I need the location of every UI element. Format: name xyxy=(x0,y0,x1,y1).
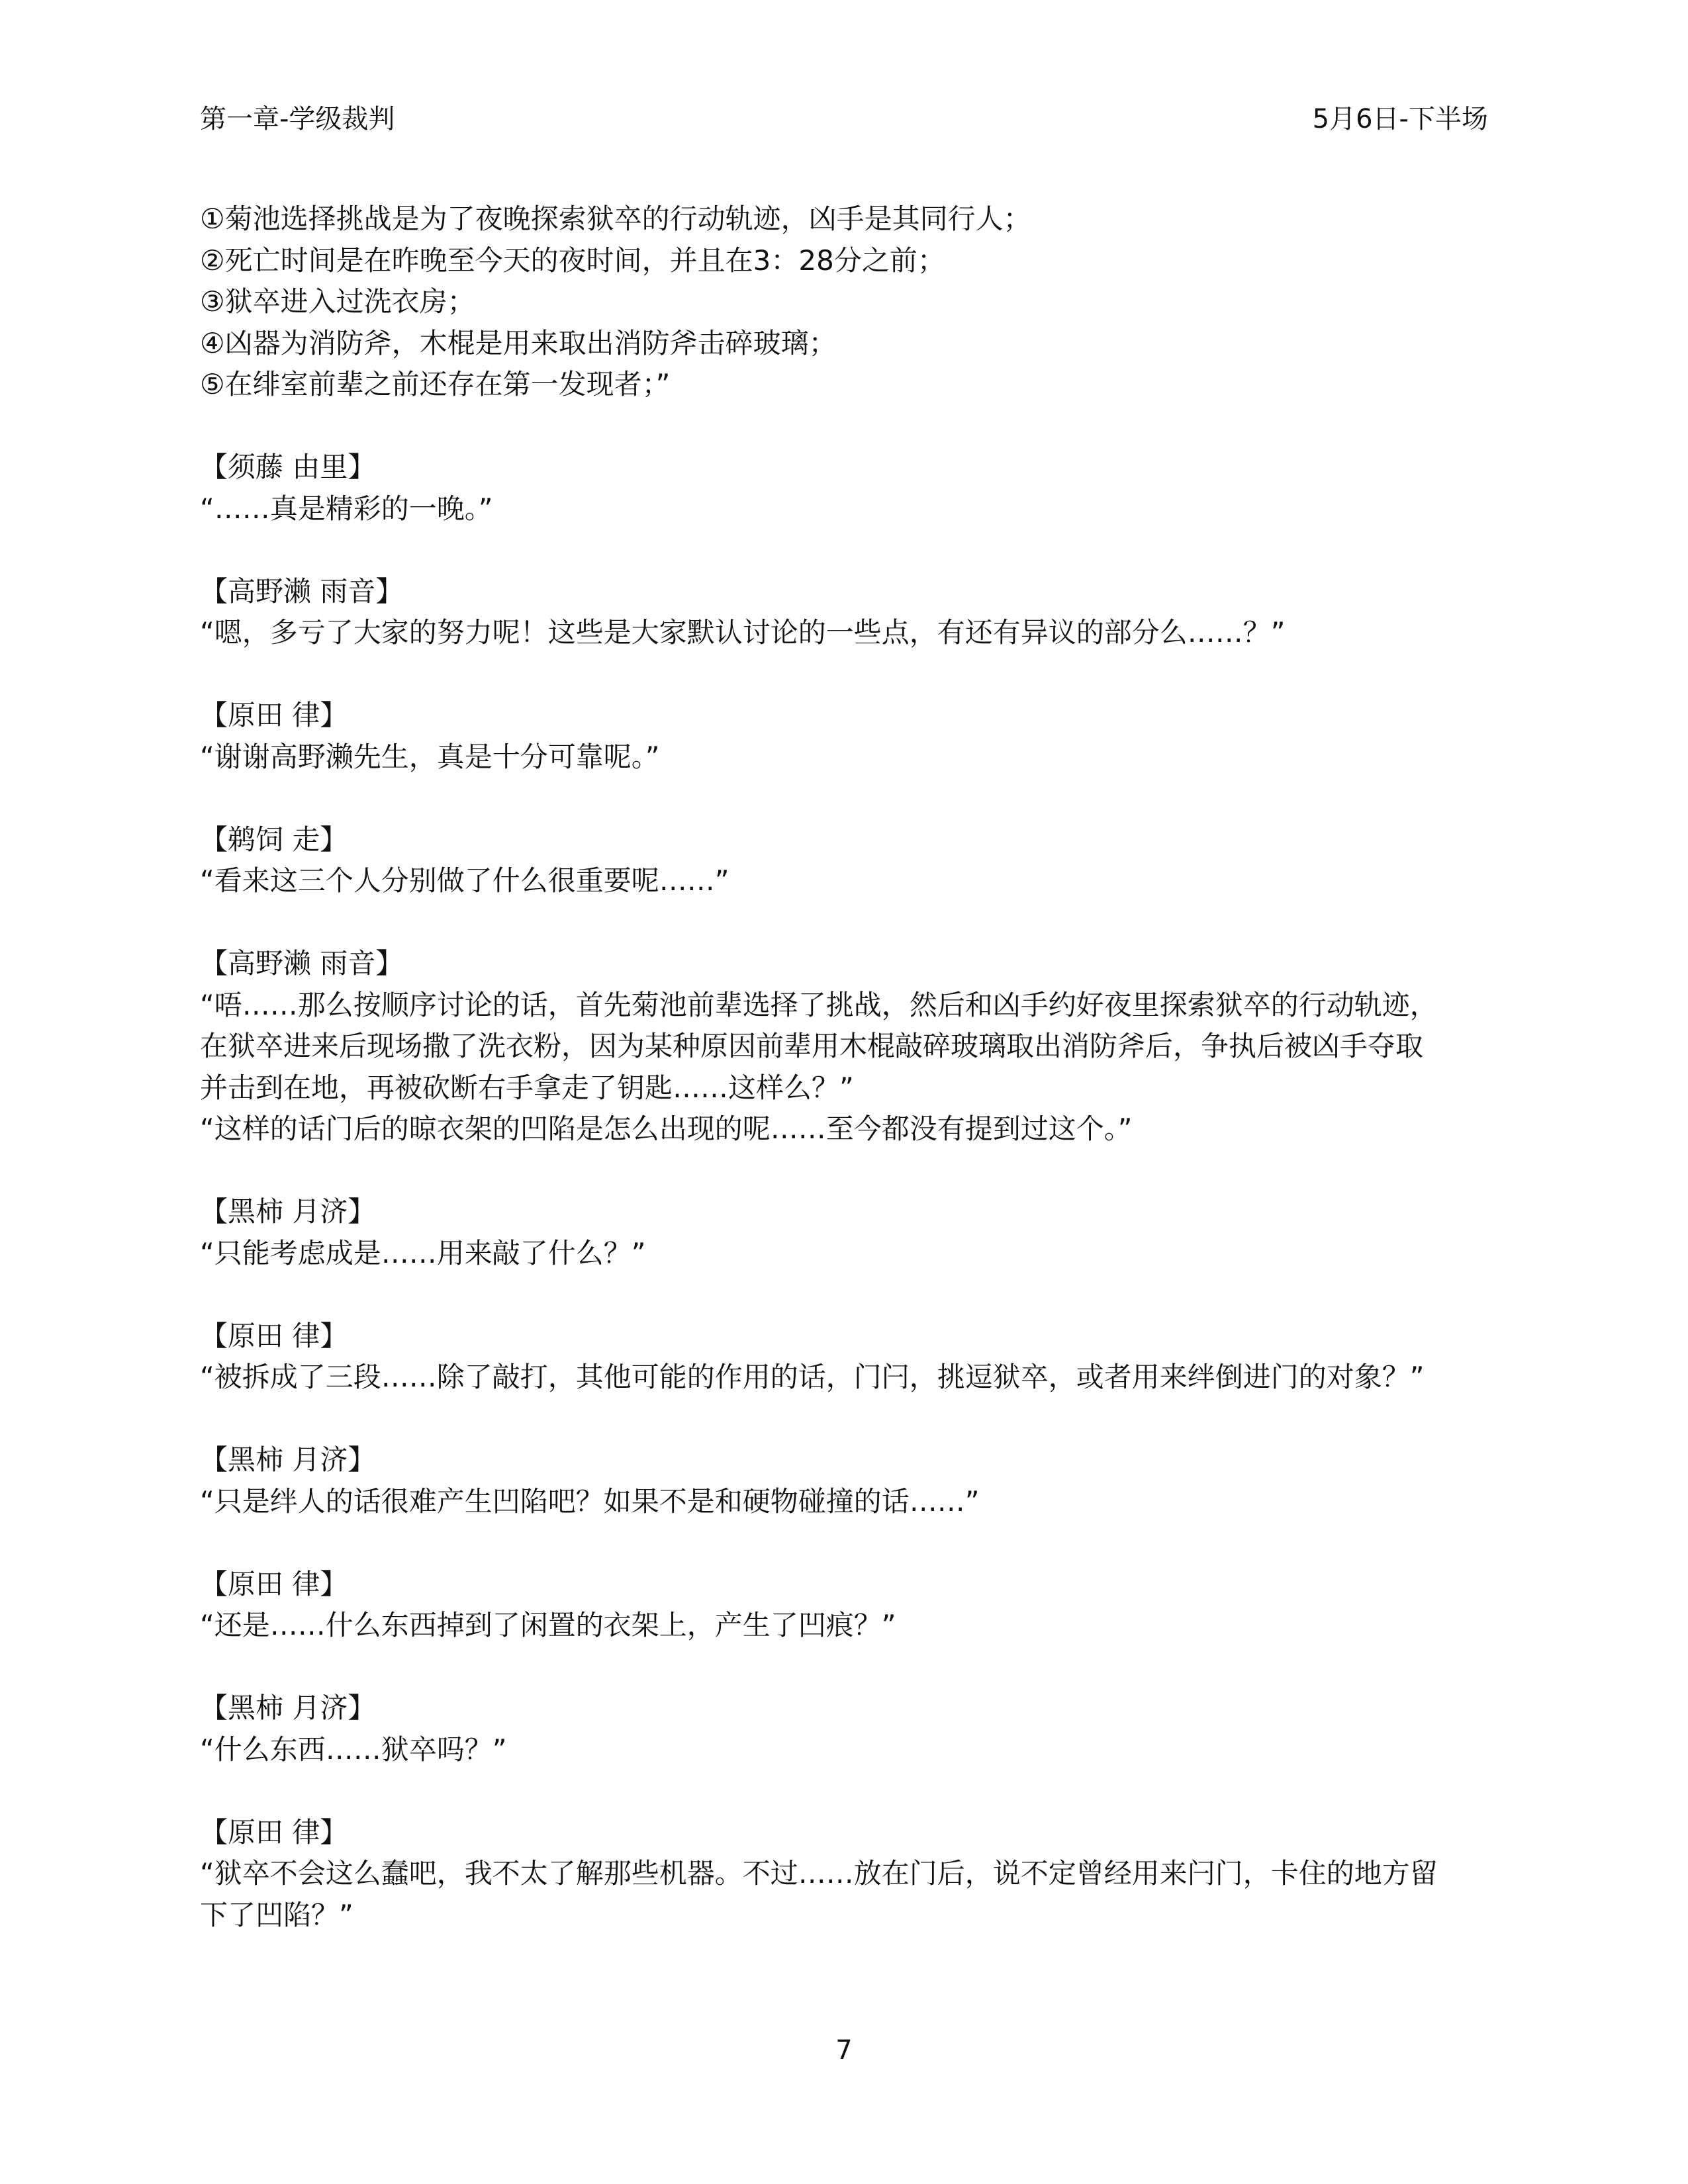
speaker-name: 【黑柿 月济】 xyxy=(200,1195,376,1228)
speaker-name: 【原田 律】 xyxy=(200,1815,348,1848)
dialogue-entry xyxy=(200,695,1491,778)
document-body xyxy=(200,199,1491,1978)
dialogue-line: “还是……什么东西掉到了闲置的衣架上，产生了凹痕？” xyxy=(200,1609,896,1641)
dialogue-entry xyxy=(200,1191,1491,1274)
dialogue-entry xyxy=(200,819,1491,902)
intro-line: ⑤在绯室前辈之前还存在第一发现者；” xyxy=(200,368,671,400)
dialogue-line: 在狱卒进来后现场撒了洗衣粉，因为某种原因前辈用木棍敲碎玻璃取出消防斧后，争执后被凶手夺取 xyxy=(200,1030,1424,1062)
dialogue-line: “唔……那么按顺序讨论的话，首先菊池前辈选择了挑战，然后和凶手约好夜里探索狱卒的行动轨迹， xyxy=(200,988,1438,1021)
dialogue-entry xyxy=(200,943,1491,1150)
speaker-name: 【高野濑 雨音】 xyxy=(200,574,404,608)
intro-list xyxy=(200,199,1491,406)
dialogue-entry xyxy=(200,1688,1491,1770)
dialogue-entry xyxy=(200,1316,1491,1398)
dialogue-line: “什么东西……狱卒吗？” xyxy=(200,1733,507,1766)
dialogue-line: 并击到在地，再被砍断右手拿走了钥匙……这样么？” xyxy=(200,1071,854,1104)
dialogue-line: “只能考虑成是……用来敲了什么？” xyxy=(200,1236,646,1269)
chapter-title: 第一章-学级裁判 xyxy=(200,104,395,134)
speaker-name: 【黑柿 月济】 xyxy=(200,1692,376,1724)
speaker-name: 【高野濑 雨音】 xyxy=(200,947,404,979)
dialogue-line: 下了凹陷？” xyxy=(200,1898,353,1931)
dialogue-entry xyxy=(200,1439,1491,1522)
dialogue-line: “狱卒不会这么蠢吧，我不太了解那些机器。不过……放在门后，说不定曾经用来闩门，卡住的地方留 xyxy=(200,1857,1438,1889)
dialogue-line: “被拆成了三段……除了敲打，其他可能的作用的话，门闩，挑逗狱卒，或者用来绊倒进门的对象？” xyxy=(200,1361,1425,1393)
dialogue-line: “谢谢高野濑先生，真是十分可靠呢。” xyxy=(200,740,660,773)
dialogue-entry xyxy=(200,571,1491,654)
dialogue-line: “这样的话门后的晾衣架的凹陷是怎么出现的呢……至今都没有提到过这个。” xyxy=(200,1113,1133,1145)
dialogue-line: “看来这三个人分别做了什么很重要呢……” xyxy=(200,864,729,897)
dialogue-line: “嗯，多亏了大家的努力呢！这些是大家默认讨论的一些点，有还有异议的部分么……？” xyxy=(200,616,1286,649)
speaker-name: 【原田 律】 xyxy=(200,1567,348,1600)
speaker-name: 【须藤 由里】 xyxy=(200,451,376,483)
intro-line: ②死亡时间是在昨晚至今天的夜时间，并且在3：28分之前； xyxy=(200,244,945,277)
speaker-name: 【鹈饲 走】 xyxy=(200,823,348,856)
dialogue-entry xyxy=(200,1564,1491,1647)
session-label: 5月6日-下半场 xyxy=(1312,104,1488,134)
dialogue-line: “……真是精彩的一晚。” xyxy=(200,492,493,525)
dialogue-line: “只是绊人的话很难产生凹陷吧？如果不是和硬物碰撞的话……” xyxy=(200,1484,980,1518)
intro-line: ④凶器为消防斧，木棍是用来取出消防斧击碎玻璃； xyxy=(200,326,837,359)
dialogue-entry xyxy=(200,447,1491,529)
speaker-name: 【原田 律】 xyxy=(200,699,348,731)
speaker-name: 【黑柿 月济】 xyxy=(200,1443,376,1476)
intro-line: ①菊池选择挑战是为了夜晚探索狱卒的行动轨迹，凶手是其同行人； xyxy=(200,203,1031,235)
page-number: 7 xyxy=(835,2035,853,2066)
speaker-name: 【原田 律】 xyxy=(200,1319,348,1352)
intro-line: ③狱卒进入过洗衣房； xyxy=(200,285,475,318)
dialogue-entry xyxy=(200,1812,1491,1936)
